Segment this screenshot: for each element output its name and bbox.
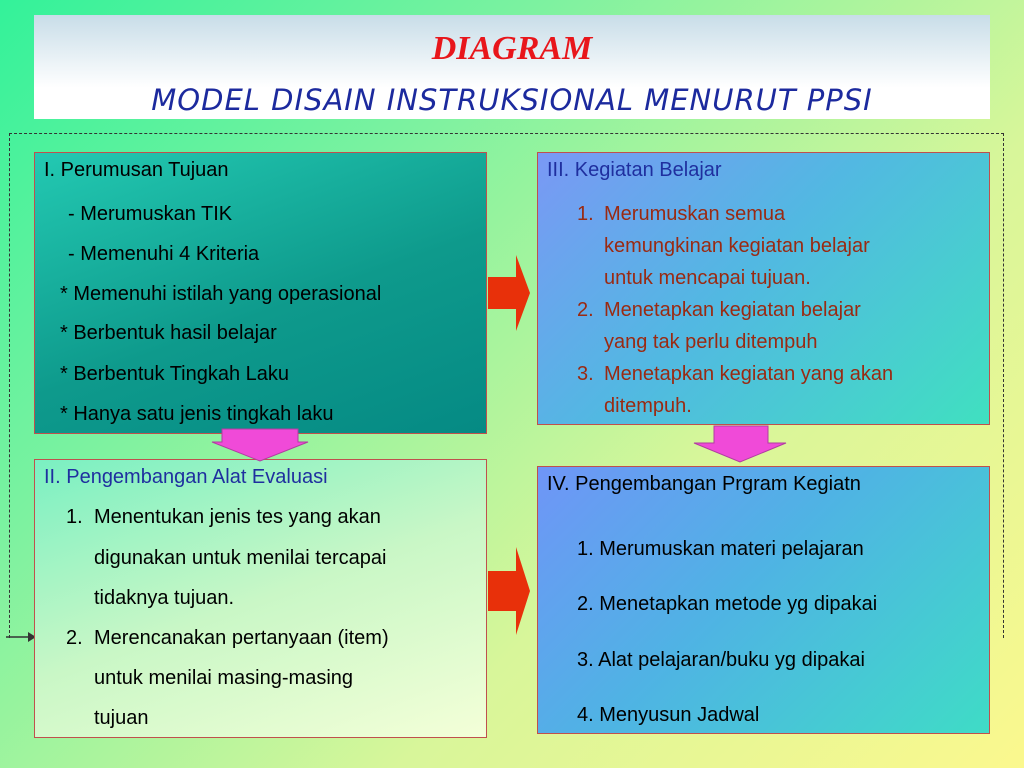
list-item: 1. Merumuskan materi pelajaran <box>577 538 864 560</box>
list-item: 3. Alat pelajaran/buku yg dipakai <box>577 649 865 671</box>
box-header: I. Perumusan Tujuan <box>44 159 229 181</box>
list-item: untuk menilai masing-masing <box>94 667 354 689</box>
box-kegiatan-belajar <box>537 152 990 425</box>
box-header: III. Kegiatan Belajar <box>547 159 722 181</box>
down-arrow-icon <box>690 425 790 463</box>
list-item: * Hanya satu jenis tingkah laku <box>60 403 334 425</box>
list-item: - Merumuskan TIK <box>68 203 233 225</box>
list-item: untuk mencapai tujuan. <box>604 267 811 289</box>
list-item: Merumuskan semua <box>604 203 786 225</box>
list-item: * Memenuhi istilah yang operasional <box>60 283 382 305</box>
list-item: Merencanakan pertanyaan (item) <box>94 627 389 649</box>
list-item: Menetapkan kegiatan yang akan <box>604 363 894 385</box>
list-number: 3. <box>577 363 594 385</box>
list-number: 2. <box>66 627 83 649</box>
box-pengembangan-program-kegiatan <box>537 466 990 734</box>
list-item: ditempuh. <box>604 395 692 417</box>
diagram-title: DIAGRAM <box>431 30 593 67</box>
list-item: tidaknya tujuan. <box>94 587 235 609</box>
box-header: IV. Pengembangan Prgram Kegiatn <box>547 473 861 495</box>
list-item: tujuan <box>94 707 149 729</box>
list-number: 2. <box>577 299 594 321</box>
list-number: 1. <box>66 506 83 528</box>
list-item: Menentukan jenis tes yang akan <box>94 506 381 528</box>
list-item: yang tak perlu ditempuh <box>604 331 818 353</box>
list-item: Menetapkan kegiatan belajar <box>604 299 861 321</box>
box-pengembangan-alat-evaluasi <box>34 459 487 738</box>
list-item: 4. Menyusun Jadwal <box>577 704 760 726</box>
list-item: kemungkinan kegiatan belajar <box>604 235 870 257</box>
feedback-entry-arrow-icon <box>6 631 36 643</box>
diagram-subtitle: MODEL DISAIN INSTRUKSIONAL MENURUT PPSI <box>151 83 873 117</box>
title-box <box>34 15 990 119</box>
list-item: 2. Menetapkan metode yg dipakai <box>577 593 878 615</box>
box-header: II. Pengembangan Alat Evaluasi <box>44 466 328 488</box>
box-perumusan-tujuan <box>34 152 487 434</box>
list-item: digunakan untuk menilai tercapai <box>94 547 387 569</box>
list-number: 1. <box>577 203 594 225</box>
list-item: * Berbentuk hasil belajar <box>60 322 277 344</box>
right-arrow-icon <box>486 253 532 333</box>
down-arrow-icon <box>210 428 310 462</box>
list-item: - Memenuhi 4 Kriteria <box>68 243 260 265</box>
list-item: * Berbentuk Tingkah Laku <box>60 363 290 385</box>
right-arrow-icon <box>486 545 532 637</box>
